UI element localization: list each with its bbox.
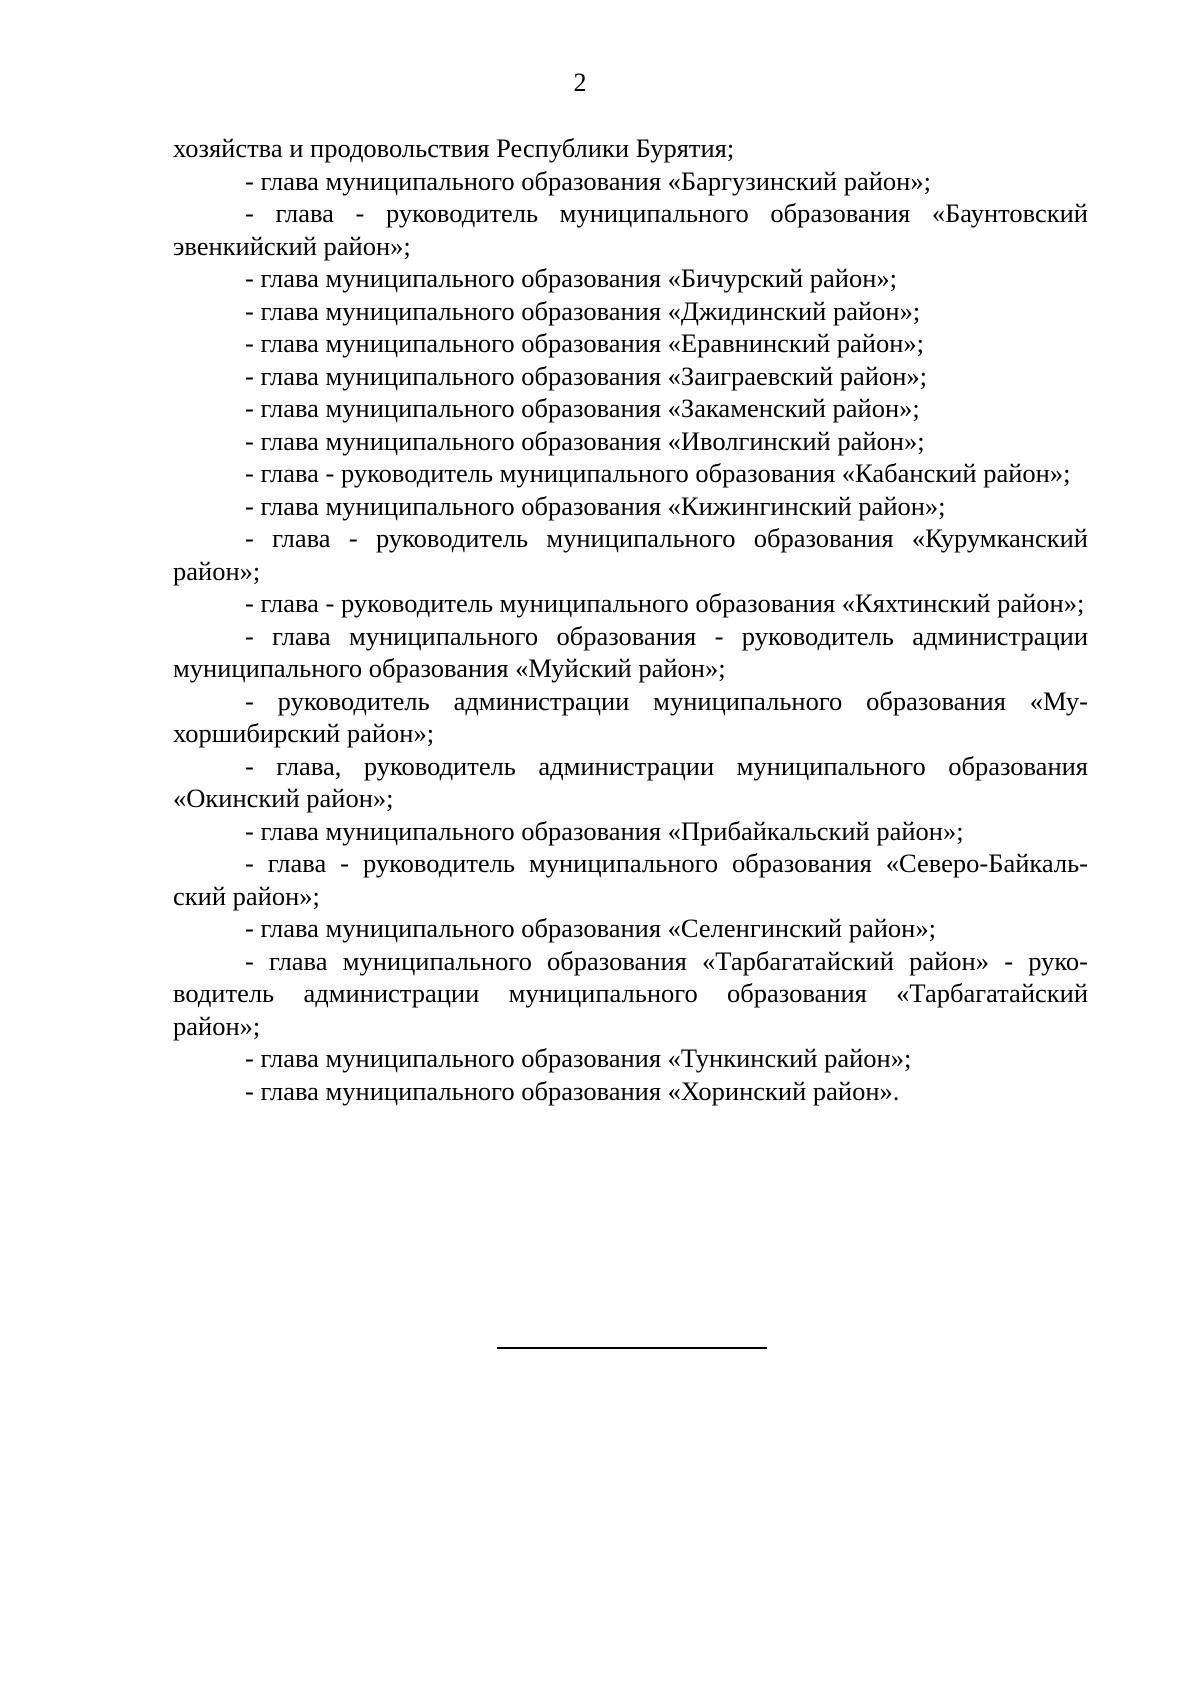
list-item: - глава муниципального образования «Хоринский район». — [245, 1075, 900, 1106]
list-item: - глава муниципального образования «Джидинский район»; — [245, 295, 921, 326]
list-item: - руководитель администрации муниципального образования «Мухоршибирский район»; — [173, 685, 1088, 748]
list-item: - глава - руководитель муниципального образования «Курумканский район»; — [173, 523, 1088, 586]
list-item: - глава, руководитель администрации муниципального образования «Окинский район»; — [173, 750, 1088, 813]
list-item: - глава муниципального образования «Баргузинский район»; — [245, 165, 931, 196]
list-item: - глава муниципального образования «Еравнинский район»; — [245, 328, 925, 358]
list-item: - глава муниципального образования - руководитель администрации муниципального образования «Муйский район»; — [173, 620, 1088, 683]
list-item: - глава - руководитель муниципального образования «Кяхтинский район»; — [245, 588, 1085, 618]
paragraph: хозяйства и продовольствия Республики Бурятия; — [173, 133, 735, 163]
closing-rule — [497, 1347, 767, 1349]
list-item: - глава муниципального образования «Тункинский район»; — [245, 1043, 912, 1073]
list-item: - глава - руководитель муниципального образования «Северо-Байкальский район»; — [173, 848, 1088, 911]
list-item: - глава муниципального образования «Бичурский район»; — [245, 263, 898, 293]
document-body — [173, 132, 1088, 1107]
list-item: - глава муниципального образования «Селенгинский район»; — [245, 913, 936, 943]
list-item: - глава муниципального образования «Тарбагатайский район» - руководитель администрации муниципального образования «Тарбагатайский район»; — [173, 945, 1088, 1041]
list-item: - глава муниципального образования «Заиграевский район»; — [245, 360, 927, 391]
list-item: - глава муниципального образования «Прибайкальский район»; — [245, 815, 964, 846]
list-item: - глава муниципального образования «Иволгинский район»; — [245, 425, 925, 456]
list-item: - глава - руководитель муниципального образования «Баунтовский эвенкийский район»; — [173, 198, 1088, 261]
list-item: - глава муниципального образования «Кижингинский район»; — [245, 490, 946, 521]
list-item: - глава - руководитель муниципального образования «Кабанский район»; — [245, 458, 1071, 488]
list-item: - глава муниципального образования «Закаменский район»; — [245, 393, 920, 423]
page-number: 2 — [573, 68, 587, 97]
